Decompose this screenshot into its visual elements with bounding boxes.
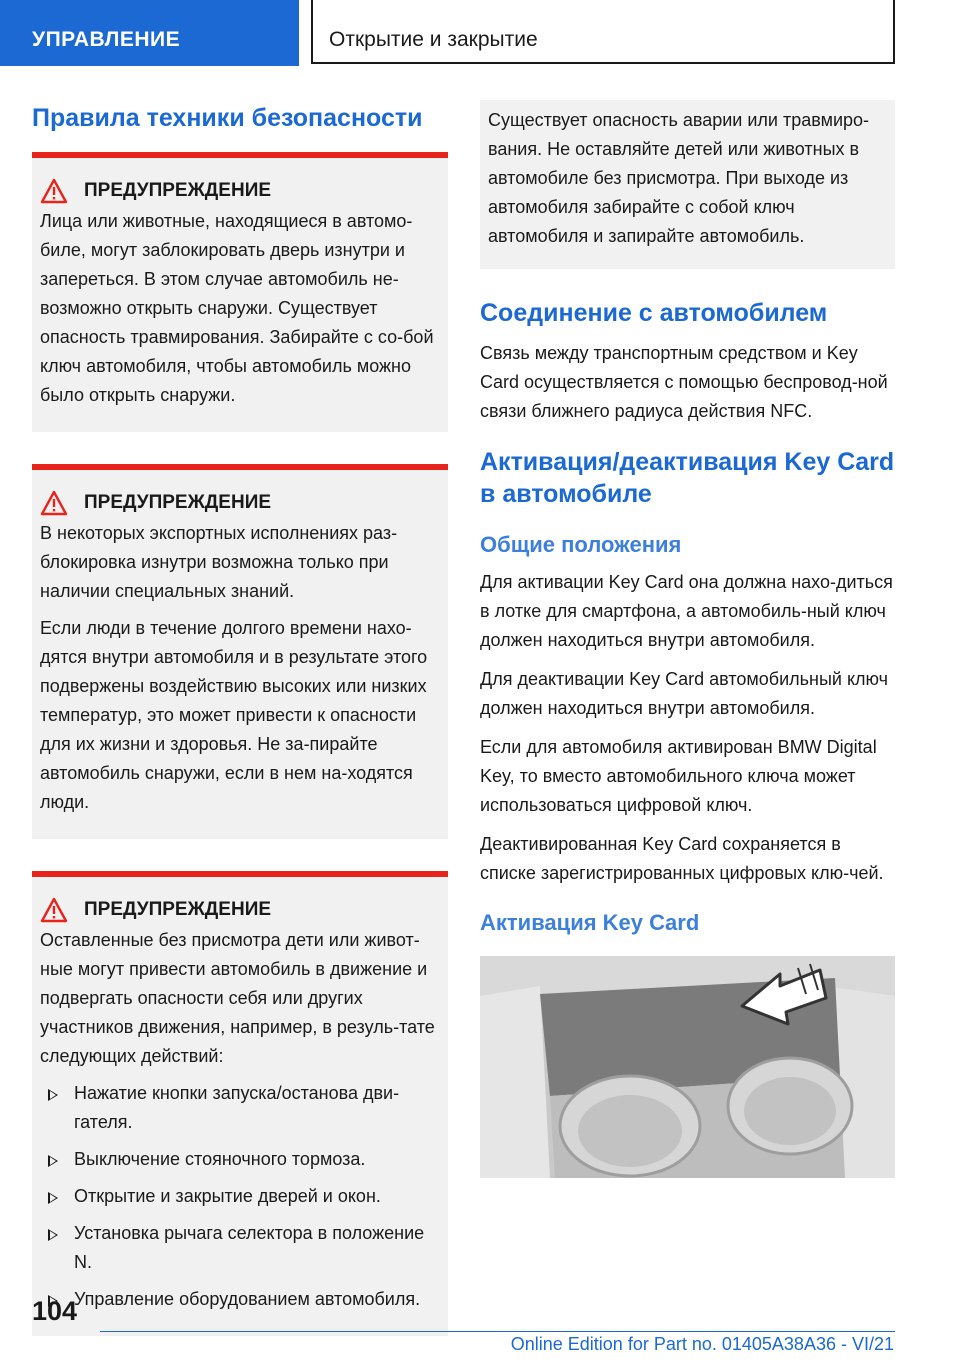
warning-text: Оставленные без присмотра дети или живот‐ные могут привести автомобиль в движение и подвергать опасности себя или других участников движения, например, в резуль‐тате следующих действий: — [40, 930, 435, 1066]
list-item-text: Управление оборудованием автомобиля. — [74, 1289, 421, 1309]
warning-header — [40, 488, 440, 517]
list-item-text: Установка рычага селектора в положение N. — [74, 1223, 425, 1272]
list-item — [40, 1079, 440, 1137]
paragraph-general-4: Деактивированная Key Card сохраняется в списке зарегистрированных цифровых клю‐чей. — [480, 834, 884, 883]
section-title: Правила техники безопасности — [32, 104, 423, 132]
smartphone-tray-photo — [480, 956, 895, 1178]
list-item-text: Нажатие кнопки запуска/останова дви‐гателя. — [74, 1083, 400, 1132]
paragraph-general-3: Если для автомобиля активирован BMW Digital Key, то вместо автомобильного ключа может использоваться цифровой ключ. — [480, 737, 877, 815]
warning-text: Лица или животные, находящиеся в автомо‐биле, могут заблокировать дверь изнутри и запереться. В этом случае автомобиль не‐возможно открыть снаружи. Существует опасность травмирования. Забирайте с со‐бой ключ автомобиля, чтобы автомобиль можно было открыть снаружи. — [40, 211, 434, 405]
action-list — [40, 1079, 440, 1314]
list-item — [40, 1145, 440, 1174]
warning-box-2 — [32, 464, 448, 839]
paragraph-general-1: Для активации Key Card она должна нахо‐диться в лотке для смартфона, а автомобиль‐ный ключ должен находиться внутри автомобиля. — [480, 572, 893, 650]
footer-edition: Online Edition for Part no. 01405A38A36 - VI/21 — [510, 1334, 894, 1354]
paragraph-connection: Связь между транспортным средством и Key Card осуществляется с помощью беспровод‐ной связи ближнего радиуса действия NFC. — [480, 343, 888, 421]
warning-triangle-icon — [40, 178, 68, 204]
paragraph-general-2: Для деактивации Key Card автомобильный ключ должен находиться внутри автомобиля. — [480, 669, 889, 718]
list-item — [40, 1182, 440, 1211]
header-chapter — [311, 0, 895, 64]
header-section-label: УПРАВЛЕНИЕ — [32, 28, 181, 51]
header-section-tab — [0, 0, 299, 66]
warning-triangle-icon — [40, 897, 68, 923]
warning-header — [40, 176, 440, 205]
heading-activation: Активация/деактивация Key Card в автомобиле — [480, 448, 895, 508]
list-item-text: Открытие и закрытие дверей и окон. — [74, 1186, 381, 1206]
page-number: 104 — [32, 1296, 78, 1326]
triangle-bullet-icon — [48, 1229, 58, 1241]
warning-box-3 — [32, 871, 448, 1336]
warning-continued-box — [480, 100, 895, 269]
warning-box-1 — [32, 152, 448, 432]
triangle-bullet-icon — [48, 1089, 58, 1101]
warning-title: ПРЕДУПРЕЖДЕНИЕ — [84, 492, 272, 513]
right-column — [480, 100, 895, 1183]
list-item — [40, 1285, 440, 1314]
triangle-bullet-icon — [48, 1192, 58, 1204]
triangle-bullet-icon — [48, 1155, 58, 1167]
warning-title: ПРЕДУПРЕЖДЕНИЕ — [84, 899, 272, 920]
warning-text: Если люди в течение долгого времени нахо‐дятся внутри автомобиля и в результате этого подвержены воздействию высоких или низких температур, это может привести к опасности для их жизни и здоровья. Не за‐пирайте автомобиль снаружи, если в нем на‐ходятся люди. — [40, 618, 428, 812]
list-item — [40, 1219, 440, 1277]
footer-divider — [100, 1331, 895, 1332]
left-column — [32, 100, 448, 1336]
heading-general: Общие положения — [480, 532, 682, 557]
warning-text: В некоторых экспортных исполнениях раз‐блокировка изнутри возможна только при наличии специальных знаний. — [40, 523, 398, 601]
header-chapter-label: Открытие и закрытие — [329, 28, 538, 51]
warning-triangle-icon — [40, 490, 68, 516]
warning-header — [40, 895, 440, 924]
warning-title: ПРЕДУПРЕЖДЕНИЕ — [84, 180, 272, 201]
warning-continued-text: Существует опасность аварии или травмиро‐вания. Не оставляйте детей или животных в автомобиле без присмотра. При выходе из автомобиля забирайте с собой ключ автомобиля и запирайте автомобиль. — [488, 110, 870, 246]
heading-connection: Соединение с автомобилем — [480, 299, 828, 327]
list-item-text: Выключение стояночного тормоза. — [74, 1149, 366, 1169]
heading-activate-card: Активация Key Card — [480, 910, 700, 935]
